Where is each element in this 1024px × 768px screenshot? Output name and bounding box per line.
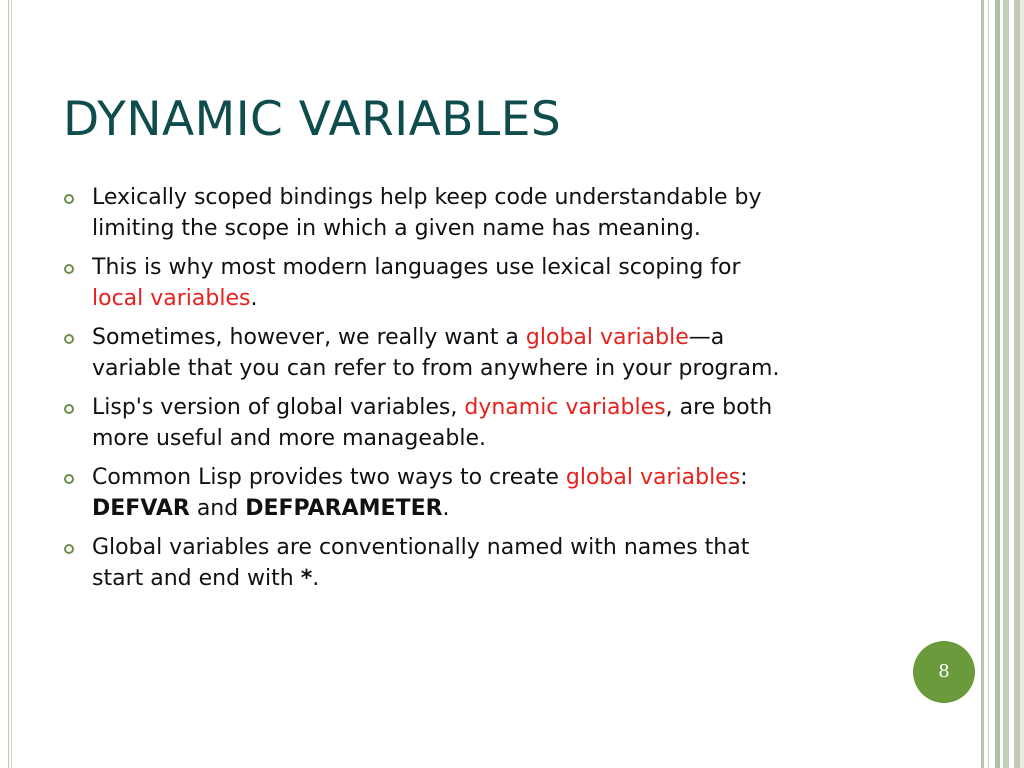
bullet-text-line: more useful and more manageable. [92, 425, 487, 451]
bullet-circle-icon [64, 264, 74, 274]
bullet-text-line: Global variables are conventionally named with names that [92, 535, 750, 560]
bullet-text-line: limiting the scope in which a given name has meaning. [92, 215, 701, 241]
bullet-circle-icon [64, 474, 74, 484]
bullet-list [64, 183, 904, 603]
highlight-term: dynamic variables [464, 395, 666, 420]
slide-title: DYNAMIC VARIABLES [63, 92, 562, 147]
bullet-text-end: . [442, 495, 450, 521]
bullet-item [64, 253, 904, 314]
bullet-text-line: variable that you can refer to from anywhere in your program. [92, 355, 780, 381]
bullet-item [64, 463, 904, 524]
highlight-term: local variables [92, 285, 251, 311]
bullet-text-end: . [312, 565, 320, 591]
bullet-text-start: Sometimes, however, we really want a [92, 325, 526, 350]
bullet-text-and: and [189, 495, 246, 521]
bullet-text-mid: : [740, 465, 748, 490]
bullet-circle-icon [64, 404, 74, 414]
bullet-circle-icon [64, 194, 74, 204]
keyword-defparameter: DEFPARAMETER [245, 495, 443, 521]
bullet-text-line: This is why most modern languages use lexical scoping for [92, 255, 741, 280]
bullet-item [64, 393, 904, 454]
bullet-text-start: Common Lisp provides two ways to create [92, 465, 566, 490]
bullet-text-end: . [250, 285, 258, 311]
bullet-text-mid: , are both [665, 395, 773, 420]
bullet-text-line: Lexically scoped bindings help keep code understandable by [92, 185, 762, 210]
asterisk-symbol: * [300, 565, 313, 591]
bullet-item [64, 323, 904, 384]
bullet-text-mid: —a [688, 325, 725, 350]
highlight-term: global variable [525, 325, 689, 350]
page-number-badge: 8 [913, 641, 975, 703]
highlight-term: global variables [565, 465, 741, 490]
bullet-circle-icon [64, 334, 74, 344]
left-border-line [8, 0, 9, 768]
bullet-circle-icon [64, 544, 74, 554]
left-border-line-inner [11, 0, 12, 768]
bullet-item [64, 533, 904, 594]
bullet-text-start: Lisp's version of global variables, [92, 395, 465, 420]
bullet-text-start: start and end with [92, 565, 301, 591]
bullet-item [64, 183, 904, 244]
keyword-defvar: DEFVAR [92, 495, 190, 521]
right-decorative-band [976, 0, 1024, 768]
